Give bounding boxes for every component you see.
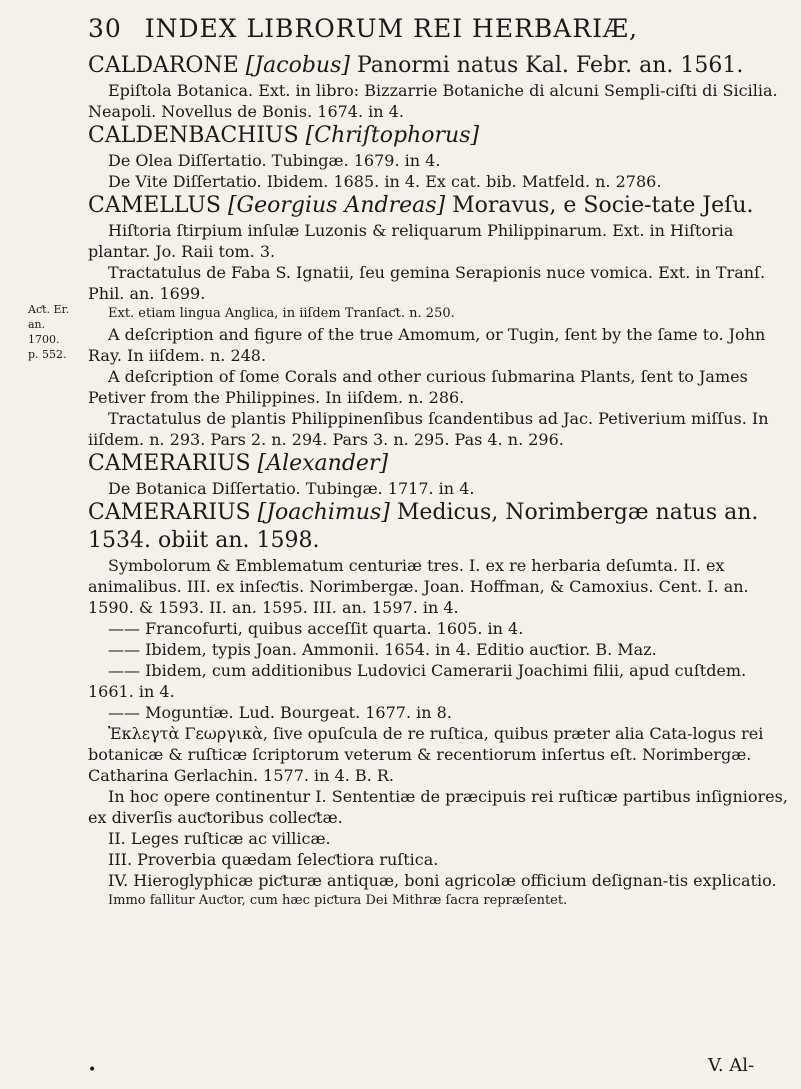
author-name: CAMELLUS [88,193,228,218]
footer-mark: • [88,1062,97,1078]
author-name: CAMERARIUS [88,451,258,476]
bibliography-line: III. Proverbia quædam ſeleƈtiora ruſtica. [108,850,439,869]
running-title: INDEX LIBRORUM REI HERBARIÆ, [144,14,639,43]
bibliography-line: Tractatulus de Faba S. Ignatii, ſeu gemina Serapionis nuce vomica. Ext. in Tranſ. Phil. an. 1699. [88,263,766,303]
bibliography-line: —— Francofurti, quibus acceſſit quarta. 1605. in 4. [108,619,524,638]
author-given-name: [Joachimus] [257,500,390,525]
margin-note-line: p. 552. [28,348,67,361]
page-number: 30 [88,14,122,43]
bibliography-line: A deſcription and figure of the true Amomum, or Tugin, ſent by the ſame to. John Ray. In iiſdem. n. 248. [88,325,766,365]
margin-note-line: an. 1700. [28,318,60,346]
author-entry [88,450,788,478]
author-details: Panormi natus Kal. Febr. an. 1561. [349,53,744,78]
author-given-name: [Chriſtophorus] [305,123,480,148]
bibliography-line: —— Ibidem, cum additionibus Ludovici Camerarii Joachimi filii, apud cuſtdem. 1661. in 4. [88,661,747,701]
author-details: Moravus, e Socie-tate Jeſu. [445,193,754,218]
bibliography-line: —— Moguntiæ. Lud. Bourgeat. 1677. in 8. [108,703,452,722]
bibliography-line: II. Leges ruſticæ ac villicæ. [108,829,331,848]
running-header [88,14,788,43]
bibliography-line: De Vite Diſſertatio. Ibidem. 1685. in 4. Ex cat. bib. Matfeld. n. 2786. [108,172,662,191]
author-name: CALDENBACHIUS [88,123,306,148]
author-entry [88,192,788,220]
bibliography-line: Tractatulus de plantis Philippinenſibus ſcandentibus ad Jac. Petiverium miſſus. In iiſdem. n. 293. Pars 2. n. 294. Pars 3. n. 295. Pas 4. n. 296. [88,409,769,449]
author-entry [88,52,788,80]
catchword: V. Al- [708,1055,755,1076]
author-name: CALDARONE [88,53,246,78]
bibliography-line: De Olea Diſſertatio. Tubingæ. 1679. in 4. [108,151,441,170]
bibliography-line: IV. Hieroglyphicæ piƈturæ antiquæ, boni agricolæ officium deſignan-tis explicatio. [108,871,777,890]
bibliography-line: In hoc opere continentur I. Sententiæ de præcipuis rei ruſticæ partibus inſigniores, ex diverſis auƈtoribus colleƈtæ. [88,787,788,827]
main-text [88,52,788,911]
bibliography-line: De Botanica Diſſertatio. Tubingæ. 1717. in 4. [108,479,475,498]
author-entry [88,499,788,555]
note-line: Immo fallitur Auƈtor, cum hæc piƈtura Dei Mithræ ſacra repræſentet. [108,893,568,908]
bibliography-line: Ἐκλεγτὰ Γεωργικὰ, ſive opuſcula de re ruſtica, quibus præter alia Cata-logus rei botanicæ & ruſticæ ſcriptorum veterum & recentiorum inſertus eſt. Norimbergæ. Catharina Gerlachin. 1577. in 4. B. R. [88,724,764,785]
author-given-name: [Georgius Andreas] [227,193,446,218]
author-given-name: [Jacobus] [245,53,350,78]
margin-note [28,302,78,362]
bibliography-line: Symbolorum & Emblematum centuriæ tres. I. ex re herbaria deſumta. II. ex animalibus. III. ex inſeƈtis. Norimbergæ. Joan. Hoffman, & Camoxius. Cent. I. an. 1590. & 1593. II. an. 1595. III. an. 1597. in 4. [88,556,749,617]
bibliography-line: Epiſtola Botanica. Ext. in libro: Bizzarrie Botaniche di alcuni Sempli-ciſti di Sicilia. Neapoli. Novellus de Bonis. 1674. in 4. [88,81,778,121]
bibliography-line: A deſcription of ſome Corals and other curious ſubmarina Plants, ſent to James Petiver from the Philippines. In iiſdem. n. 286. [88,367,748,407]
note-line: Ext. etiam lingua Anglica, in iiſdem Tranſaƈt. n. 250. [108,306,455,321]
margin-note-line: Aƈt. Er. [28,303,70,316]
author-name: CAMERARIUS [88,500,258,525]
author-given-name: [Alexander] [257,451,389,476]
bibliography-line: —— Ibidem, typis Joan. Ammonii. 1654. in 4. Editio auƈtior. B. Maz. [108,640,657,659]
bibliography-line: Hiſtoria ſtirpium inſulæ Luzonis & reliquarum Philippinarum. Ext. in Hiſtoria plantar. Jo. Raii tom. 3. [88,221,734,261]
author-entry [88,122,788,150]
author-details: Medicus, Norimbergæ natus an. 1534. obiit an. 1598. [88,500,759,553]
